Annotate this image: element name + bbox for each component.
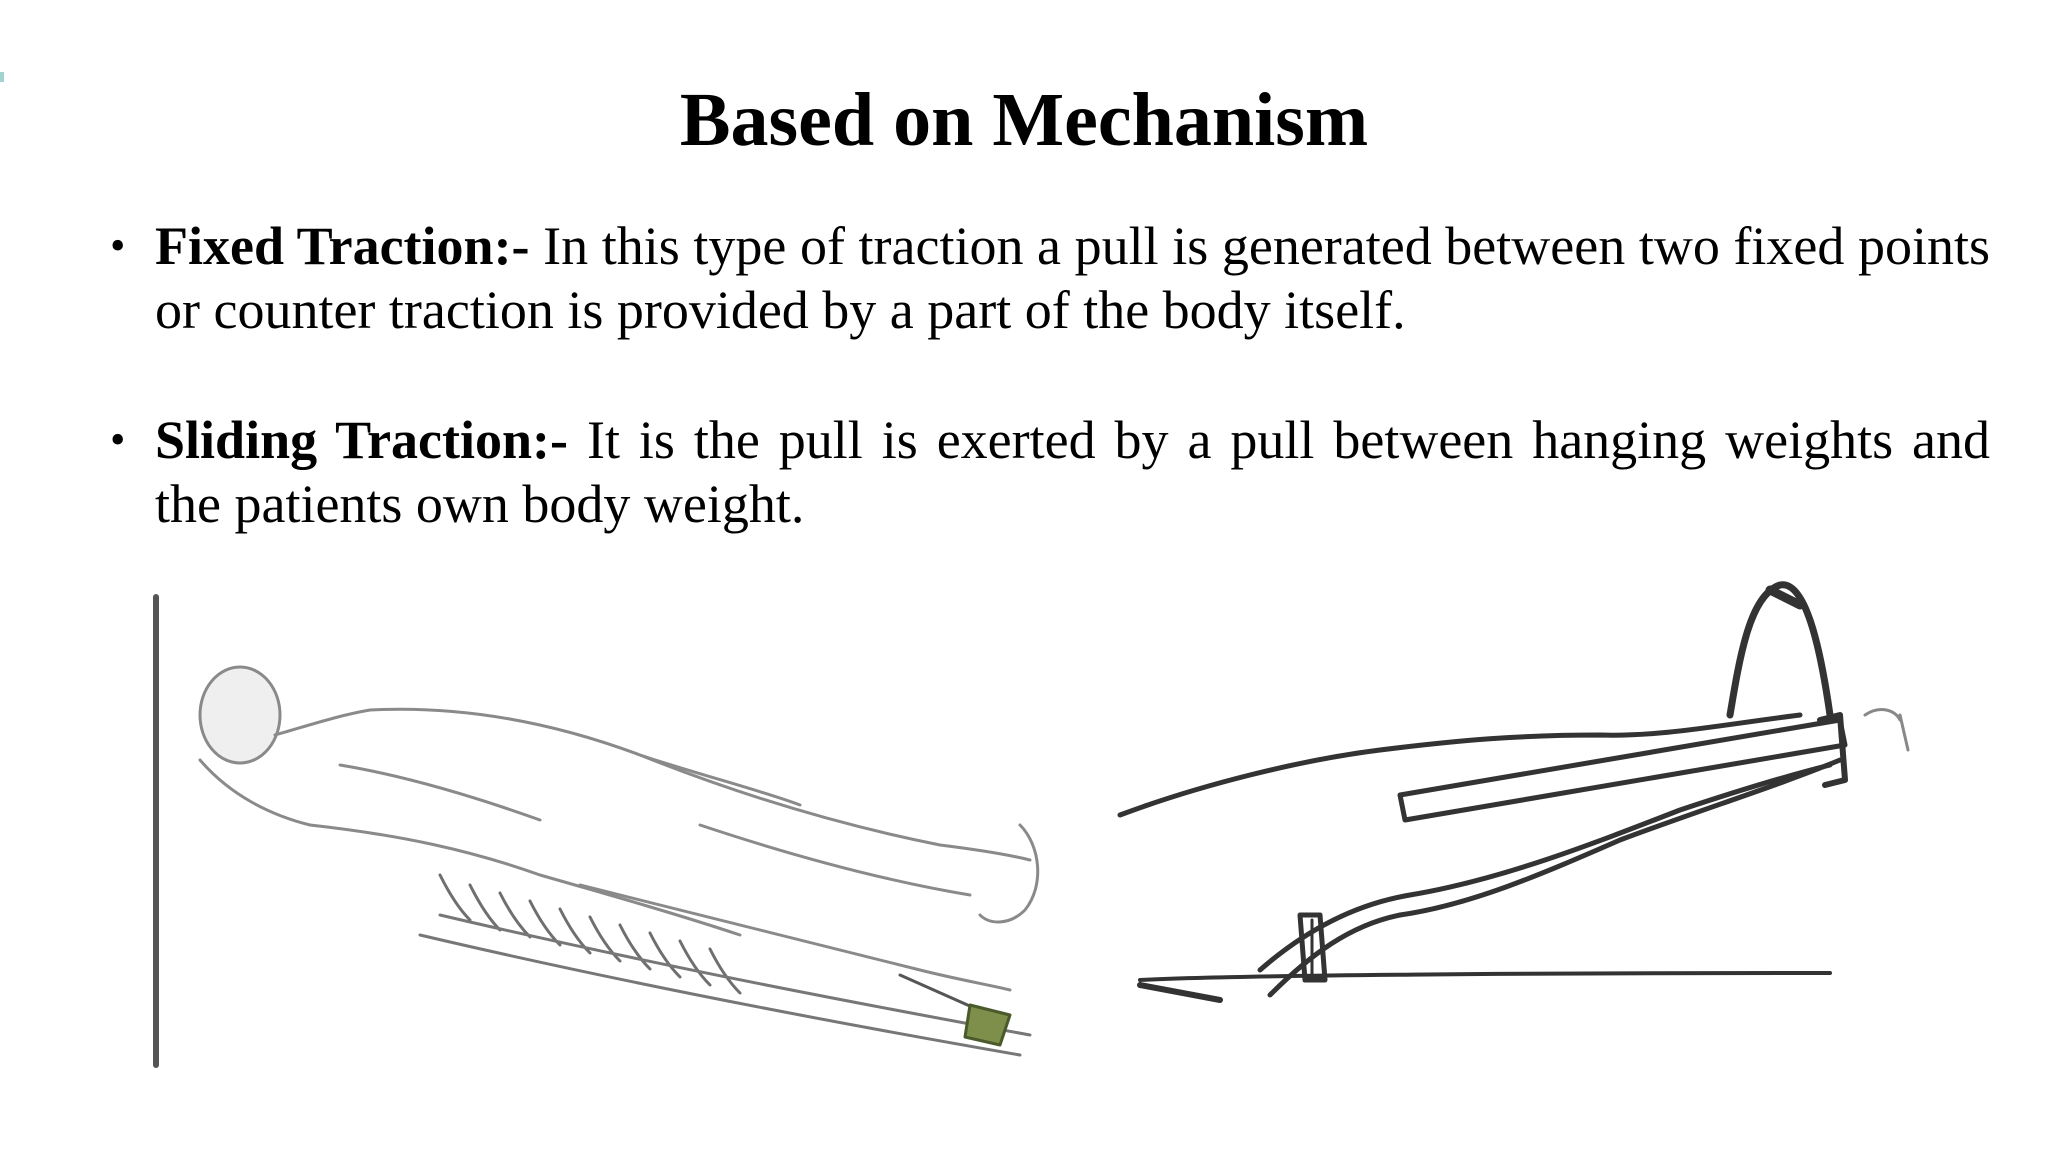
bullet-list <box>110 214 1990 602</box>
bullet-dot-icon: • <box>110 221 126 270</box>
bullet-term: Fixed Traction:- <box>155 216 530 276</box>
bullet-text: In this type of traction a pull is generated between two fixed points or counter traction is provided by a part of the body itself. <box>155 216 1990 340</box>
bullet-sliding-traction <box>110 408 1990 536</box>
bullet-term: Sliding Traction:- <box>155 410 569 470</box>
leg-sliding-traction-illustration-icon <box>1120 585 1908 1000</box>
traction-illustrations <box>140 575 1940 1075</box>
slide-title: Based on Mechanism <box>679 78 1369 162</box>
patient-supine-fixed-traction-illustration-icon <box>156 597 1038 1065</box>
bullet-text: It is the pull is exerted by a pull between hanging weights and the patients own body weight. <box>155 410 1991 534</box>
bullet-dot-icon: • <box>110 415 126 464</box>
bullet-fixed-traction <box>110 214 1990 342</box>
